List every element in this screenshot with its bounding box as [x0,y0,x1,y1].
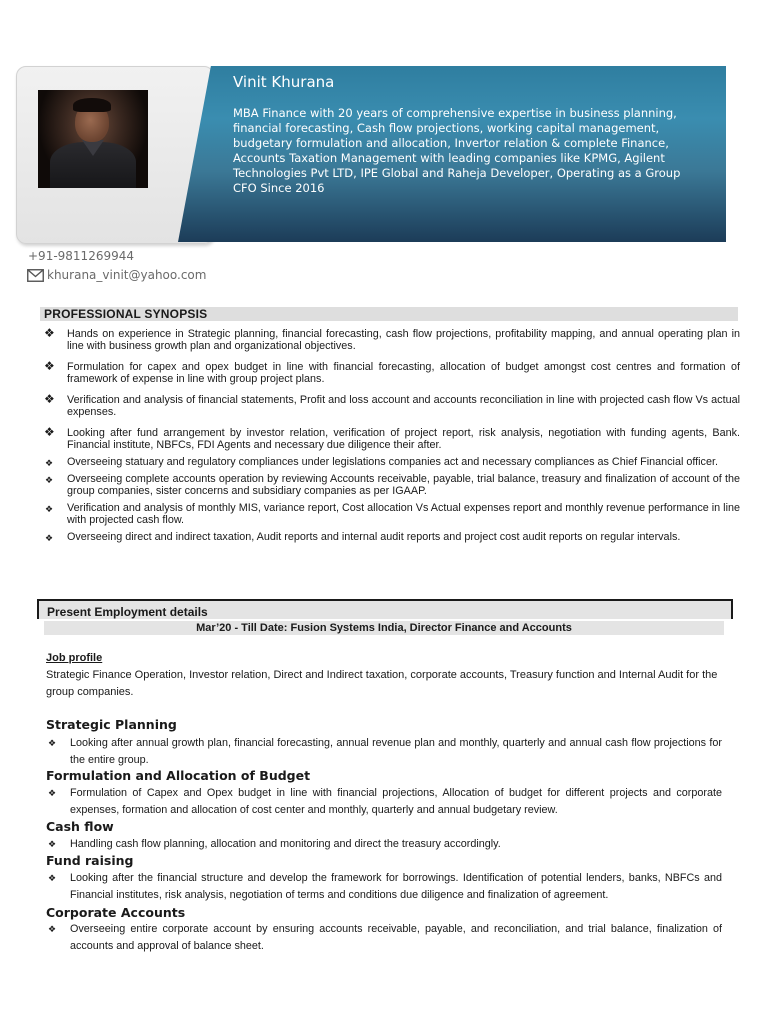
section-heading: Corporate Accounts [46,905,186,920]
list-item: ❖ Overseeing direct and indirect taxation, Audit reports and internal audit reports and project cost audit reports on regular intervals. [45,531,681,543]
profile-summary: MBA Finance with 20 years of comprehensive expertise in business planning, financial forecasting, Cash flow projections, working capital management, budgetary formulation and allocation, Invertor relation & complete Finance, Accounts Taxation Management with leading companies like KPMG, Agilent Technologies Pvt LTD, IPE Global and Raheja Developer, Operating as a Group CFO Since 2016 [233,106,681,195]
diamond-bullet-icon: ❖ [48,839,57,849]
diamond-bullet-icon: ❖ [48,873,57,883]
diamond-bullet-icon: ❖ [45,475,54,485]
email-address: khurana_vinit@yahoo.com [47,268,207,282]
list-item: ❖ Formulation of Capex and Opex budget in line with financial projections, Allocation of budget for different projects and corporate expenses, formation and allocation of cost center and monthly, quarterly and annual budgetary review. [48,787,722,816]
diamond-bullet-icon: ❖ [44,425,55,439]
employment-date-line: Mar’20 - Till Date: Fusion Systems India, Director Finance and Accounts [196,622,572,634]
envelope-icon [27,269,44,282]
job-profile-text: Strategic Finance Operation, Investor relation, Direct and Indirect taxation, corporate accounts, Treasury function and Internal Audit for the group companies. [46,669,718,698]
diamond-bullet-icon: ❖ [44,392,55,406]
employment-heading: Present Employment details [47,605,208,619]
profile-photo [38,90,148,188]
list-item: ❖ Formulation for capex and opex budget in line with financial forecasting, allocation of budget amongst cost centres and formation of framework of expense in line with group project plans. [44,359,740,385]
section-heading: Strategic Planning [46,717,177,732]
diamond-bullet-icon: ❖ [44,326,55,340]
list-item: ❖ Handling cash flow planning, allocation and monitoring and direct the treasury accordingly. [46,836,722,853]
synopsis-list [44,328,740,548]
list-item: ❖ Overseeing entire corporate account by ensuring accounts receivable, payable, and reconciliation, and trial balance, finalization of accounts and approval of balance sheet. [48,923,722,952]
list-item: ❖ Overseeing complete accounts operation by reviewing Accounts receivable, payable, trial balance, treasury and finalization of account of the group companies, sister concerns and subsidiary companies as per IGAAP. [45,473,740,497]
diamond-bullet-icon: ❖ [48,924,57,934]
diamond-bullet-icon: ❖ [48,788,57,798]
diamond-bullet-icon: ❖ [45,458,54,468]
list-item: ❖ Verification and analysis of financial statements, Profit and loss account and accounts reconciliation in line with projected cash flow Vs actual expenses. [44,392,740,418]
list-item: ❖ Hands on experience in Strategic planning, financial forecasting, cash flow projections, profitability mapping, and annual operating plan in line with business growth plan and organizational objectives. [44,326,740,352]
list-item: ❖ Looking after annual growth plan, financial forecasting, annual revenue plan and monthly, quarterly and annual cash flow projections for the entire group. [48,737,722,766]
diamond-bullet-icon: ❖ [44,359,55,373]
candidate-name: Vinit Khurana [233,73,335,91]
diamond-bullet-icon: ❖ [48,738,57,748]
email-row [27,268,206,282]
synopsis-heading: PROFESSIONAL SYNOPSIS [44,307,208,321]
list-item: ❖ Looking after fund arrangement by investor relation, verification of project report, risk analysis, negotiation with funding agents, Bank. Financial institute, NBFCs, FDI Agents and necessary due diligence their after. [44,425,740,451]
list-item: ❖ Verification and analysis of monthly MIS, variance report, Cost allocation Vs Actual expenses report and monthly revenue performance in line with projected cash flow. [45,502,740,526]
diamond-bullet-icon: ❖ [45,533,54,543]
list-item: ❖ Overseeing statuary and regulatory compliances under legislations companies act and necessary compliances as Chief Financial officer. [45,456,718,468]
job-profile-label: Job profile [46,652,103,664]
section-heading: Formulation and Allocation of Budget [46,768,311,783]
list-item: ❖ Looking after the financial structure and develop the framework for borrowings. Identification of potential lenders, banks, NBFCs and Financial institutes, risk analysis, negotiation of terms and conditions due diligence and finalization of agreement. [48,872,722,901]
diamond-bullet-icon: ❖ [45,504,54,514]
section-heading: Cash flow [46,819,114,834]
section-heading: Fund raising [46,853,134,868]
phone-number: +91-9811269944 [28,249,135,263]
